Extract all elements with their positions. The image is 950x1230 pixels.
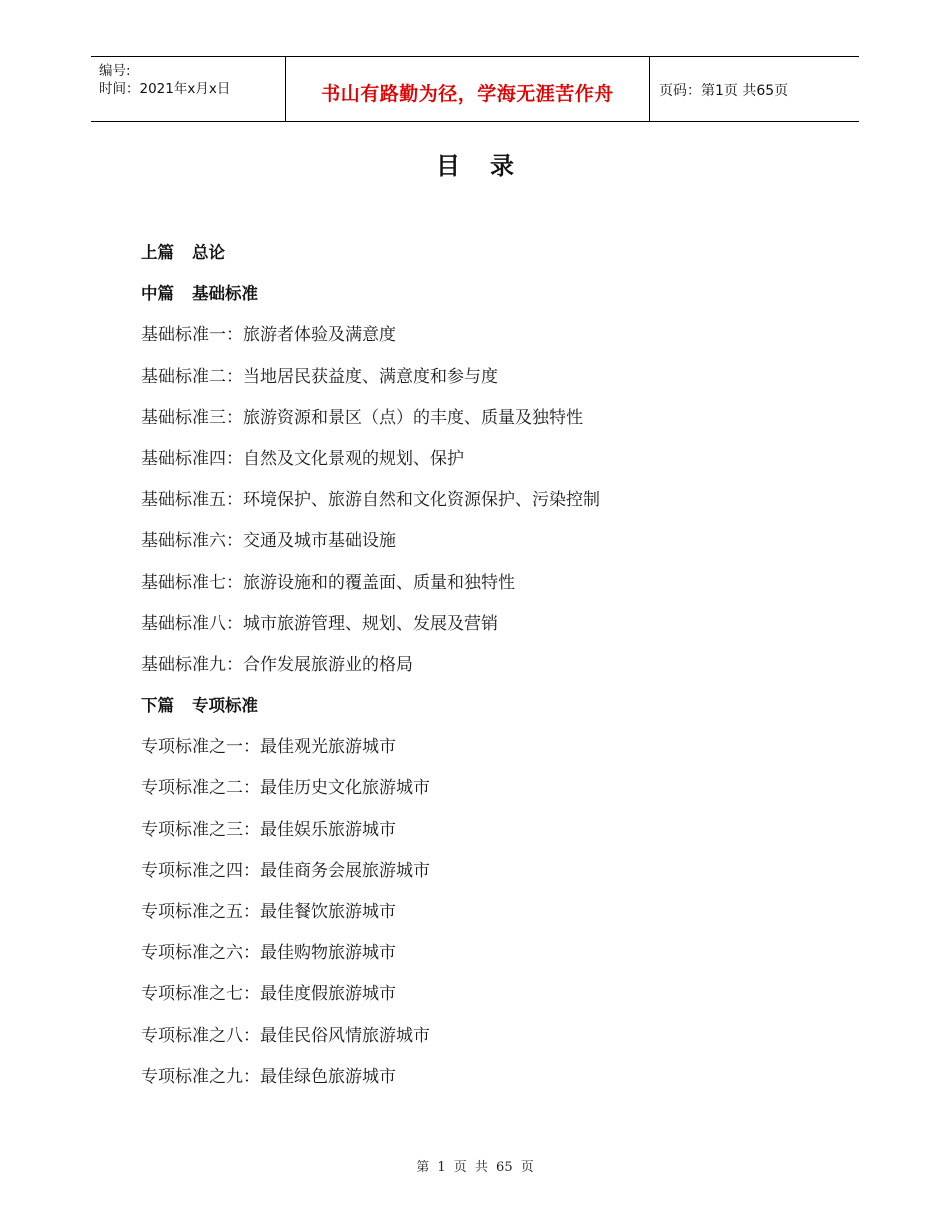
- toc-item[interactable]: 专项标准之六：最佳购物旅游城市: [141, 943, 396, 964]
- header-page-cell: [650, 57, 859, 121]
- header-motto: 书山有路勤为径，学海无涯苦作舟: [321, 83, 614, 105]
- toc-section-prefix: 上篇: [141, 243, 174, 262]
- toc-item[interactable]: 基础标准二：当地居民获益度、满意度和参与度: [141, 366, 498, 387]
- header-motto-cell: [286, 57, 650, 121]
- toc-item[interactable]: 专项标准之四：最佳商务会展旅游城市: [141, 860, 430, 881]
- page-header: [91, 56, 859, 122]
- toc-item[interactable]: 基础标准九：合作发展旅游业的格局: [141, 654, 413, 675]
- toc-item[interactable]: 基础标准一：旅游者体验及满意度: [141, 325, 396, 346]
- toc-section-heading[interactable]: [141, 241, 600, 282]
- toc-item[interactable]: 专项标准之二：最佳历史文化旅游城市: [141, 778, 430, 799]
- toc-item[interactable]: 基础标准八：城市旅游管理、规划、发展及营销: [141, 613, 498, 634]
- toc-item[interactable]: 专项标准之三：最佳娱乐旅游城市: [141, 819, 396, 840]
- table-of-contents: [141, 241, 600, 1106]
- toc-item[interactable]: 基础标准三：旅游资源和景区（点）的丰度、质量及独特性: [141, 407, 583, 428]
- toc-item[interactable]: 专项标准之九：最佳绿色旅游城市: [141, 1066, 396, 1087]
- toc-item[interactable]: 专项标准之七：最佳度假旅游城市: [141, 984, 396, 1005]
- toc-section-prefix: 下篇: [141, 696, 174, 716]
- toc-section-heading[interactable]: [141, 282, 600, 323]
- doc-time: 时间：2021年x月x日: [99, 81, 231, 97]
- toc-item[interactable]: 专项标准之一：最佳观光旅游城市: [141, 737, 396, 758]
- toc-item[interactable]: 基础标准四：自然及文化景观的规划、保护: [141, 448, 464, 469]
- toc-section-title: 总论: [192, 243, 225, 262]
- toc-item[interactable]: 基础标准五：环境保护、旅游自然和文化资源保护、污染控制: [141, 490, 600, 511]
- toc-item[interactable]: 专项标准之八：最佳民俗风情旅游城市: [141, 1025, 430, 1046]
- toc-item[interactable]: 基础标准七：旅游设施和的覆盖面、质量和独特性: [141, 572, 515, 593]
- header-page-code: 页码：第1页 共65页: [659, 83, 789, 99]
- page-title: 目录: [436, 152, 544, 180]
- toc-section-title: 专项标准: [192, 696, 258, 716]
- toc-section-title: 基础标准: [192, 284, 258, 304]
- toc-item[interactable]: 基础标准六：交通及城市基础设施: [141, 531, 396, 552]
- header-info-cell: [91, 57, 286, 121]
- toc-section-prefix: 中篇: [141, 284, 174, 304]
- doc-number-label: 编号:: [99, 63, 131, 79]
- page-footer: 第 1 页 共 65 页: [416, 1160, 534, 1175]
- toc-section-heading[interactable]: [141, 694, 600, 735]
- toc-item[interactable]: 专项标准之五：最佳餐饮旅游城市: [141, 902, 396, 922]
